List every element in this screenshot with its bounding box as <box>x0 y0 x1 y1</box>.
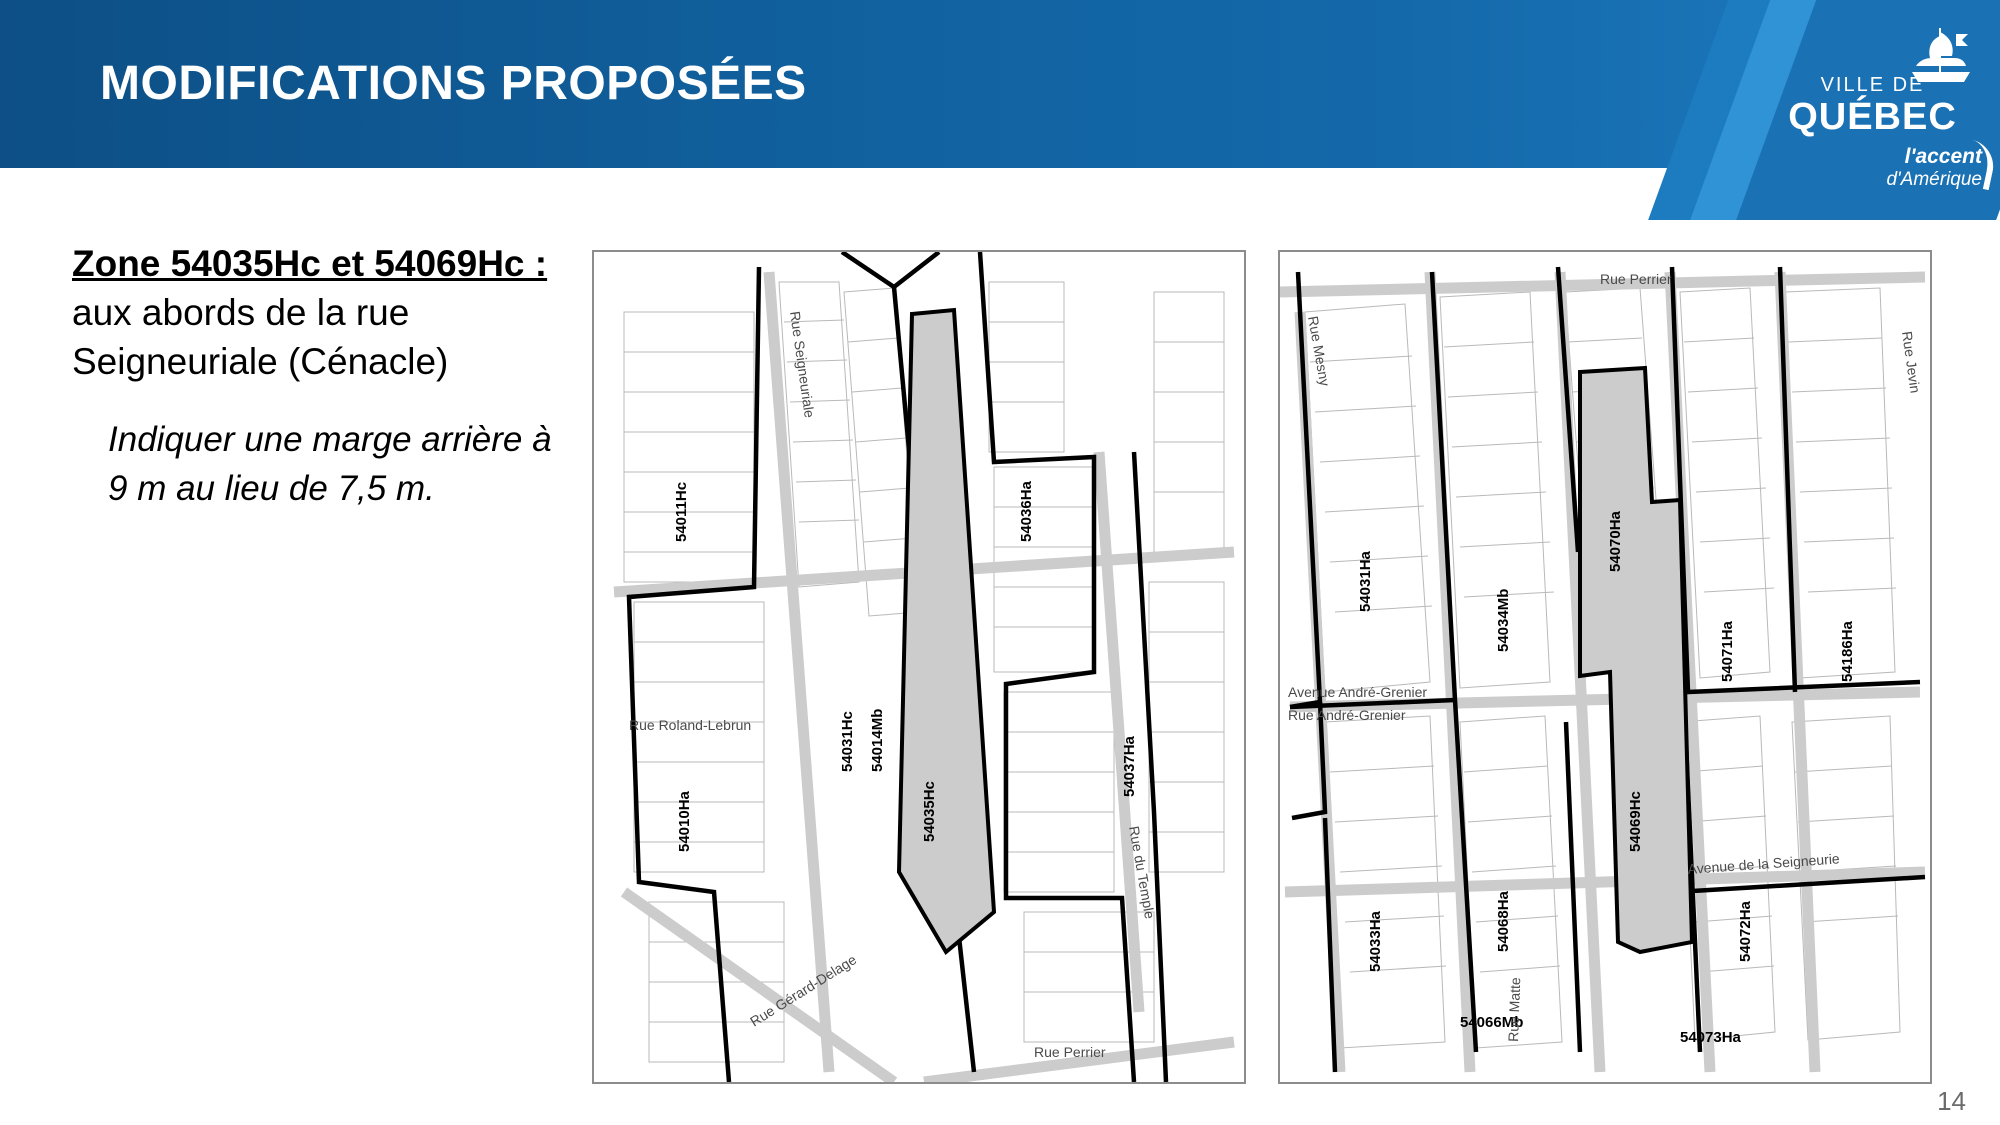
zone-label: 54070Ha <box>1607 511 1624 572</box>
street-label: Rue Seigneuriale <box>787 310 818 419</box>
logo-line-ville: VILLE DE <box>1820 74 1925 96</box>
zone-label: 54034Mb <box>1495 588 1512 652</box>
zone-description <box>72 240 572 386</box>
street-label: Avenue de la Seigneurie <box>1687 850 1841 877</box>
content-text-column <box>72 240 572 513</box>
zone-label: 54036Ha <box>1018 481 1035 542</box>
logo-inner <box>1780 20 2000 200</box>
logo-line-quebec: QUÉBEC <box>1788 96 1957 138</box>
street-label: Rue Roland-Lebrun <box>629 717 752 733</box>
logo-tagline-line1: l'accent <box>1904 145 1982 168</box>
ville-de-quebec-logo <box>1660 0 2000 220</box>
zone-label-highlight: 54035Hc <box>921 781 938 842</box>
street-label: Rue Perrier <box>1034 1044 1106 1060</box>
zone-label: 54033Ha <box>1367 911 1384 972</box>
zone-label: 54031Hc <box>839 711 856 772</box>
zone-label: 54073Ha <box>1680 1029 1741 1046</box>
street-label: Rue Mesny <box>1305 314 1334 388</box>
zone-label: 54031Ha <box>1357 551 1374 612</box>
zone-description-rest: aux abords de la rue Seigneuriale (Cénacle) <box>72 291 449 382</box>
zoning-map-54035hc <box>594 252 1244 1082</box>
zone-label: 54010Ha <box>676 791 693 852</box>
street-label: Rue Matte <box>1505 976 1524 1043</box>
zone-label: 54186Ha <box>1839 621 1856 682</box>
street-label: Rue du Temple <box>1126 824 1159 921</box>
street-label: Rue Gérard-Delage <box>747 951 860 1030</box>
page-number: 14 <box>1937 1086 1966 1116</box>
street-label: Rue Jevin <box>1899 330 1924 395</box>
logo-tagline-line2: d'Amérique <box>1886 169 1982 191</box>
zone-label: 54068Ha <box>1495 891 1512 952</box>
zone-label: 54037Ha <box>1121 736 1138 797</box>
street-label: Rue André-Grenier <box>1288 707 1406 723</box>
logo-swoosh-decoration <box>1944 136 1999 191</box>
map-right-panel[interactable] <box>1278 250 1932 1084</box>
street-label: Rue Perrier <box>1600 271 1672 287</box>
map-left-panel[interactable] <box>592 250 1246 1084</box>
zone-bullet-note: Indiquer une marge arrière à 9 m au lieu de 7,5 m. <box>108 420 552 508</box>
zone-label: 54066Mb <box>1460 1014 1524 1031</box>
zone-heading: Zone 54035Hc et 54069Hc : <box>72 243 548 284</box>
street-label: Avenue André-Grenier <box>1288 684 1428 700</box>
page-title: MODIFICATIONS PROPOSÉES <box>100 57 807 110</box>
zone-label: 54014Mb <box>869 708 886 772</box>
zoning-map-54069hc <box>1280 252 1930 1082</box>
zone-label: 54071Ha <box>1719 621 1736 682</box>
zone-label: 54072Ha <box>1737 901 1754 962</box>
zone-label-highlight: 54069Hc <box>1627 791 1644 852</box>
zone-label: 54011Hc <box>673 481 690 542</box>
